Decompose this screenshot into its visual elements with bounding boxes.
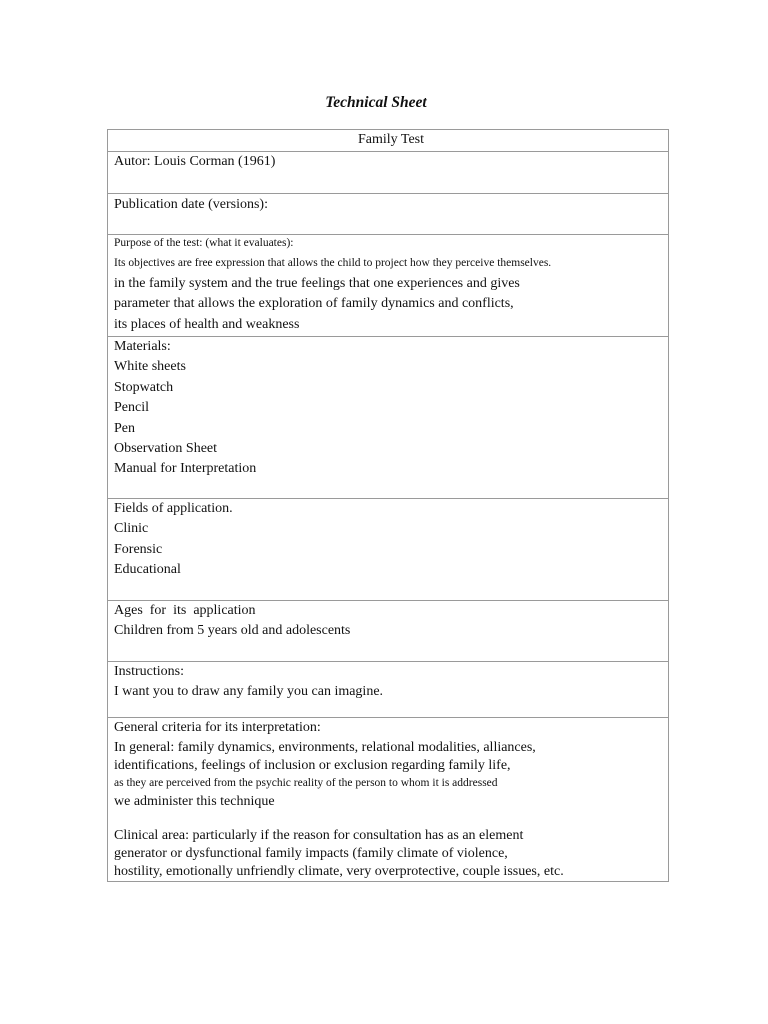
materials-item: White sheets [114, 359, 186, 375]
materials-label: Materials: [114, 339, 171, 354]
materials-cell [108, 337, 669, 499]
criteria-cell [108, 718, 669, 882]
ages-cell [108, 601, 669, 662]
fields-item: Clinic [114, 521, 149, 537]
purpose-line-3: parameter that allows the exploration of family dynamics and conflicts, [114, 296, 514, 312]
table-header: Family Test [108, 130, 669, 152]
autor-cell [108, 152, 669, 194]
criteria-line-6: generator or dysfunctional family impacts (family climate of violence, [114, 846, 508, 862]
materials-item: Manual for Interpretation [114, 461, 257, 477]
purpose-line-4: its places of health and weakness [114, 316, 300, 332]
fields-cell [108, 499, 669, 601]
publication-date-cell [108, 194, 669, 235]
fields-item: Educational [114, 562, 181, 578]
fields-item: Forensic [114, 541, 163, 557]
materials-item: Pen [114, 420, 135, 436]
purpose-line-2: in the family system and the true feelings that one experiences and gives [114, 276, 520, 291]
instructions-cell [108, 662, 669, 718]
criteria-line-2: identifications, feelings of inclusion or exclusion regarding family life, [114, 758, 511, 774]
instructions-label: Instructions: [114, 664, 184, 679]
criteria-line-3: as they are perceived from the psychic reality of the person to whom it is addressed [114, 777, 498, 790]
ages-text: Children from 5 years old and adolescents [114, 623, 351, 639]
fields-label: Fields of application. [114, 501, 233, 516]
instructions-text: I want you to draw any family you can imagine. [114, 684, 384, 700]
criteria-line-5: Clinical area: particularly if the reason for consultation has as an element [114, 828, 524, 844]
purpose-line-1: Its objectives are free expression that allows the child to project how they perceive themselves. [114, 257, 552, 269]
criteria-line-7: hostility, emotionally unfriendly climate, very overprotective, couple issues, etc. [114, 864, 564, 880]
materials-item: Stopwatch [114, 379, 174, 395]
criteria-line-4: we administer this technique [114, 794, 275, 810]
criteria-line-1: In general: family dynamics, environments, relational modalities, alliances, [114, 740, 536, 756]
autor-text: Autor: Louis Corman (1961) [114, 154, 276, 169]
materials-item: Pencil [114, 400, 149, 416]
paragraph-gap [114, 812, 668, 826]
technical-sheet-table [107, 129, 669, 882]
materials-item: Observation Sheet [114, 441, 218, 457]
criteria-label: General criteria for its interpretation: [114, 720, 321, 735]
purpose-label: Purpose of the test: (what it evaluates): [114, 237, 294, 249]
page-title: Technical Sheet [325, 94, 427, 111]
publication-date-label: Publication date (versions): [114, 197, 268, 212]
purpose-cell [108, 235, 669, 337]
ages-label: Ages for its application [114, 603, 256, 618]
